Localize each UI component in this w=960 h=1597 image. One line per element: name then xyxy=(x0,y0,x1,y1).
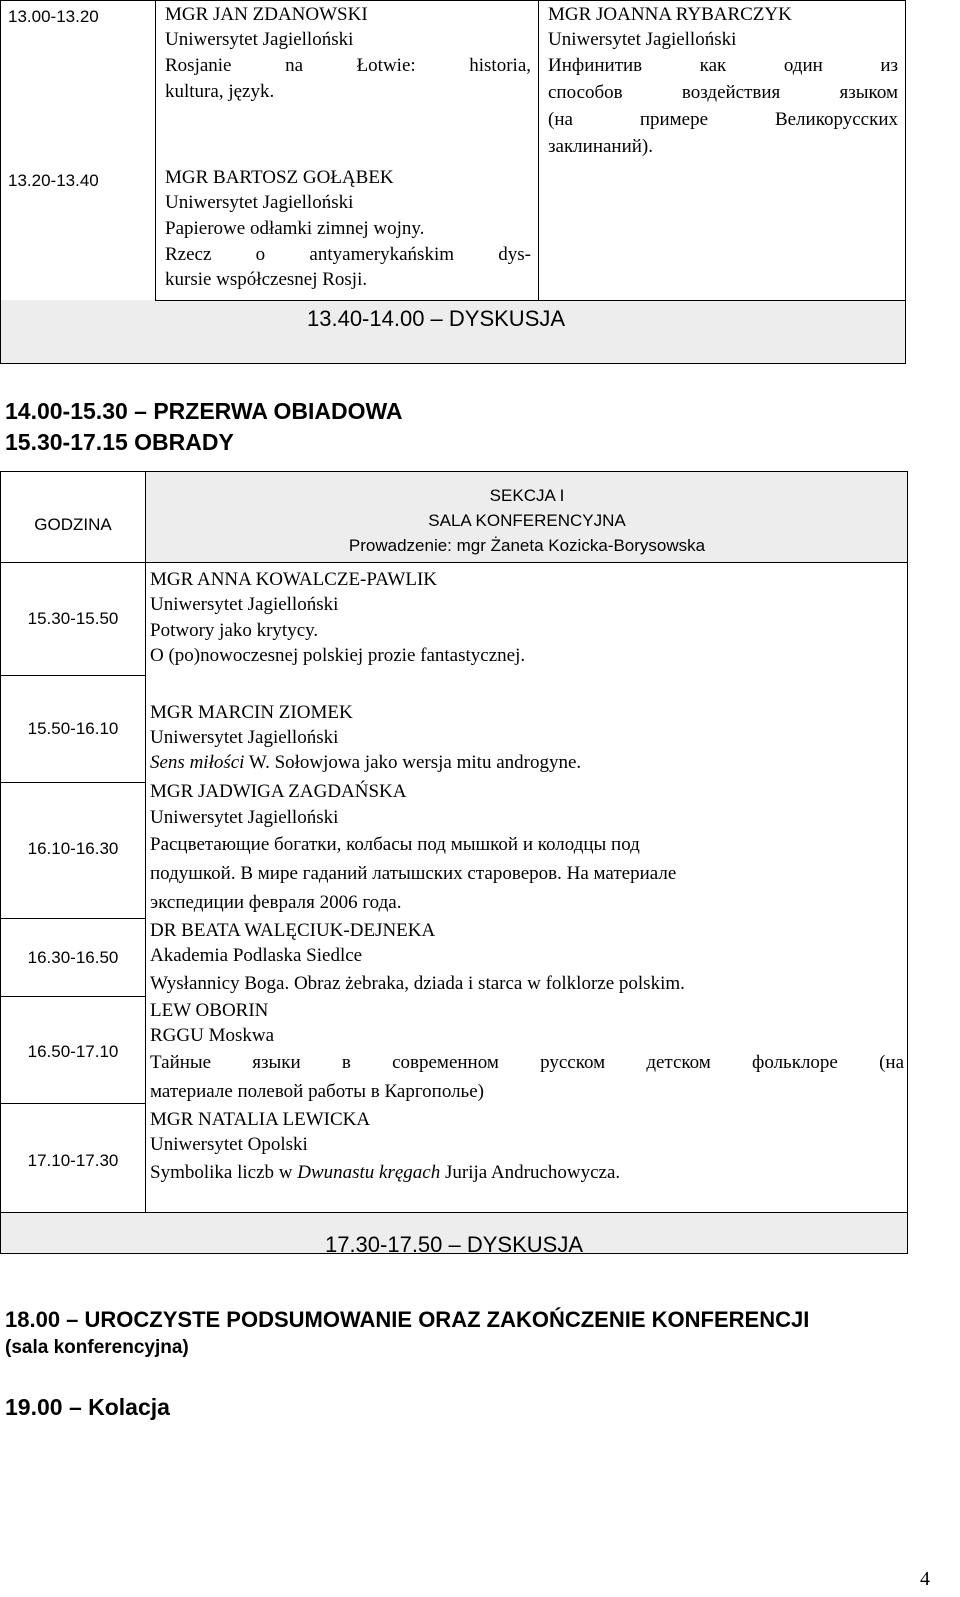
divider xyxy=(0,918,146,919)
talk-title: подушкой. В мире гаданий латышских староверов. На материале xyxy=(150,863,677,884)
talk-title-rest: W. Sołowjowa jako wersja mitu androgyne. xyxy=(244,752,582,773)
talk-title xyxy=(150,1160,620,1185)
divider xyxy=(0,782,146,783)
speaker-affiliation: Uniwersytet Jagielloński xyxy=(150,594,339,615)
speaker-name: MGR JOANNA RYBARCZYK xyxy=(548,4,792,25)
speaker-name: MGR JAN ZDANOWSKI xyxy=(165,4,368,25)
talk-title: Papierowe odłamki zimnej wojny. xyxy=(165,218,425,239)
divider xyxy=(0,1103,146,1104)
talk-title: Инфинитив как один из xyxy=(548,55,898,76)
talk-title: Тайные языки в современном русском детском фольклоре (на xyxy=(150,1052,904,1073)
speaker-name: MGR NATALIA LEWICKA xyxy=(150,1109,371,1130)
speaker-name: DR BEATA WALĘCIUK-DEJNEKA xyxy=(150,920,436,941)
divider xyxy=(146,562,908,563)
session-heading: 15.30-17.15 OBRADY xyxy=(5,429,234,455)
closing-heading: 18.00 – UROCZYSTE PODSUMOWANIE ORAZ ZAKOŃCZENIE KONFERENCJI xyxy=(5,1307,810,1332)
time-slot: 13.00-13.20 xyxy=(8,7,99,26)
talk-title xyxy=(150,750,581,775)
break-heading: 14.00-15.30 – PRZERWA OBIADOWA xyxy=(5,398,403,424)
divider xyxy=(155,300,906,301)
talk-title: Расцветающие богатки, колбасы под мышкой и колодцы под xyxy=(150,834,640,855)
talk-title-after: Jurija Andruchowycza. xyxy=(440,1162,621,1183)
speaker-affiliation: Uniwersytet Jagielloński xyxy=(150,727,339,748)
talk-title-before: Symbolika liczb w xyxy=(150,1162,298,1183)
section-title: SEKCJA I xyxy=(489,486,565,505)
speaker-name: MGR BARTOSZ GOŁĄBEK xyxy=(165,167,394,188)
talk-title-italic: Sens miłości xyxy=(150,752,245,773)
time-slot: 16.10-16.30 xyxy=(27,839,119,858)
speaker-affiliation: Uniwersytet Jagielloński xyxy=(165,29,354,50)
page-number: 4 xyxy=(920,1568,930,1590)
time-slot: 17.10-17.30 xyxy=(27,1151,119,1170)
speaker-name: MGR JADWIGA ZAGDAŃSKA xyxy=(150,781,407,802)
divider xyxy=(0,562,146,563)
divider xyxy=(0,1212,908,1213)
divider xyxy=(538,0,539,300)
time-slot: 16.50-17.10 xyxy=(27,1042,119,1061)
hour-column-header: GODZINA xyxy=(34,515,112,534)
dinner-heading: 19.00 – Kolacja xyxy=(5,1394,170,1420)
talk-title: (на примере Великорусских xyxy=(548,109,898,130)
time-slot: 15.30-15.50 xyxy=(27,609,119,628)
speaker-affiliation: Uniwersytet Opolski xyxy=(150,1134,308,1155)
talk-title: kursie współczesnej Rosji. xyxy=(165,269,368,290)
talk-title: заклинаний). xyxy=(548,136,654,157)
speaker-affiliation: Uniwersytet Jagielloński xyxy=(150,807,339,828)
section-chair: Prowadzenie: mgr Żaneta Kozicka-Borysowska xyxy=(348,536,706,555)
speaker-affiliation: RGGU Moskwa xyxy=(150,1025,275,1046)
talk-title: Rosjanie na Łotwie: historia, xyxy=(165,55,531,76)
time-slot: 15.50-16.10 xyxy=(27,719,119,738)
time-slot: 13.20-13.40 xyxy=(8,171,99,190)
discussion-label: 17.30-17.50 – DYSKUSJA xyxy=(324,1232,584,1257)
closing-note: (sala konferencyjna) xyxy=(5,1337,189,1358)
discussion-label: 13.40-14.00 – DYSKUSJA xyxy=(307,306,566,331)
talk-title: материале полевой работы в Каргополье) xyxy=(150,1081,484,1102)
talk-title: Wysłannicy Boga. Obraz żebraka, dziada i starca w folklorze polskim. xyxy=(150,973,685,994)
talk-title: O (po)nowoczesnej polskiej prozie fantastycznej. xyxy=(150,645,526,666)
talk-title-italic: Dwunastu kręgach xyxy=(297,1162,441,1183)
speaker-affiliation: Uniwersytet Jagielloński xyxy=(548,29,737,50)
section-room: SALA KONFERENCYJNA xyxy=(428,511,626,530)
talk-title: Potwory jako krytycy. xyxy=(150,620,319,641)
speaker-name: MGR ANNA KOWALCZE-PAWLIK xyxy=(150,569,437,590)
speaker-name: MGR MARCIN ZIOMEK xyxy=(150,702,353,723)
talk-title: Rzecz o antyamerykańskim dys- xyxy=(165,244,531,265)
talk-title: kultura, język. xyxy=(165,81,275,102)
speaker-affiliation: Uniwersytet Jagielloński xyxy=(165,192,354,213)
speaker-affiliation: Akademia Podlaska Siedlce xyxy=(150,945,363,966)
talk-title: экспедиции февраля 2006 года. xyxy=(150,892,402,913)
speaker-name: LEW OBORIN xyxy=(150,1000,269,1021)
time-slot: 16.30-16.50 xyxy=(27,948,119,967)
divider xyxy=(155,0,156,300)
talk-title: способов воздействия языком xyxy=(548,82,898,103)
divider xyxy=(0,675,146,676)
divider xyxy=(0,996,146,997)
